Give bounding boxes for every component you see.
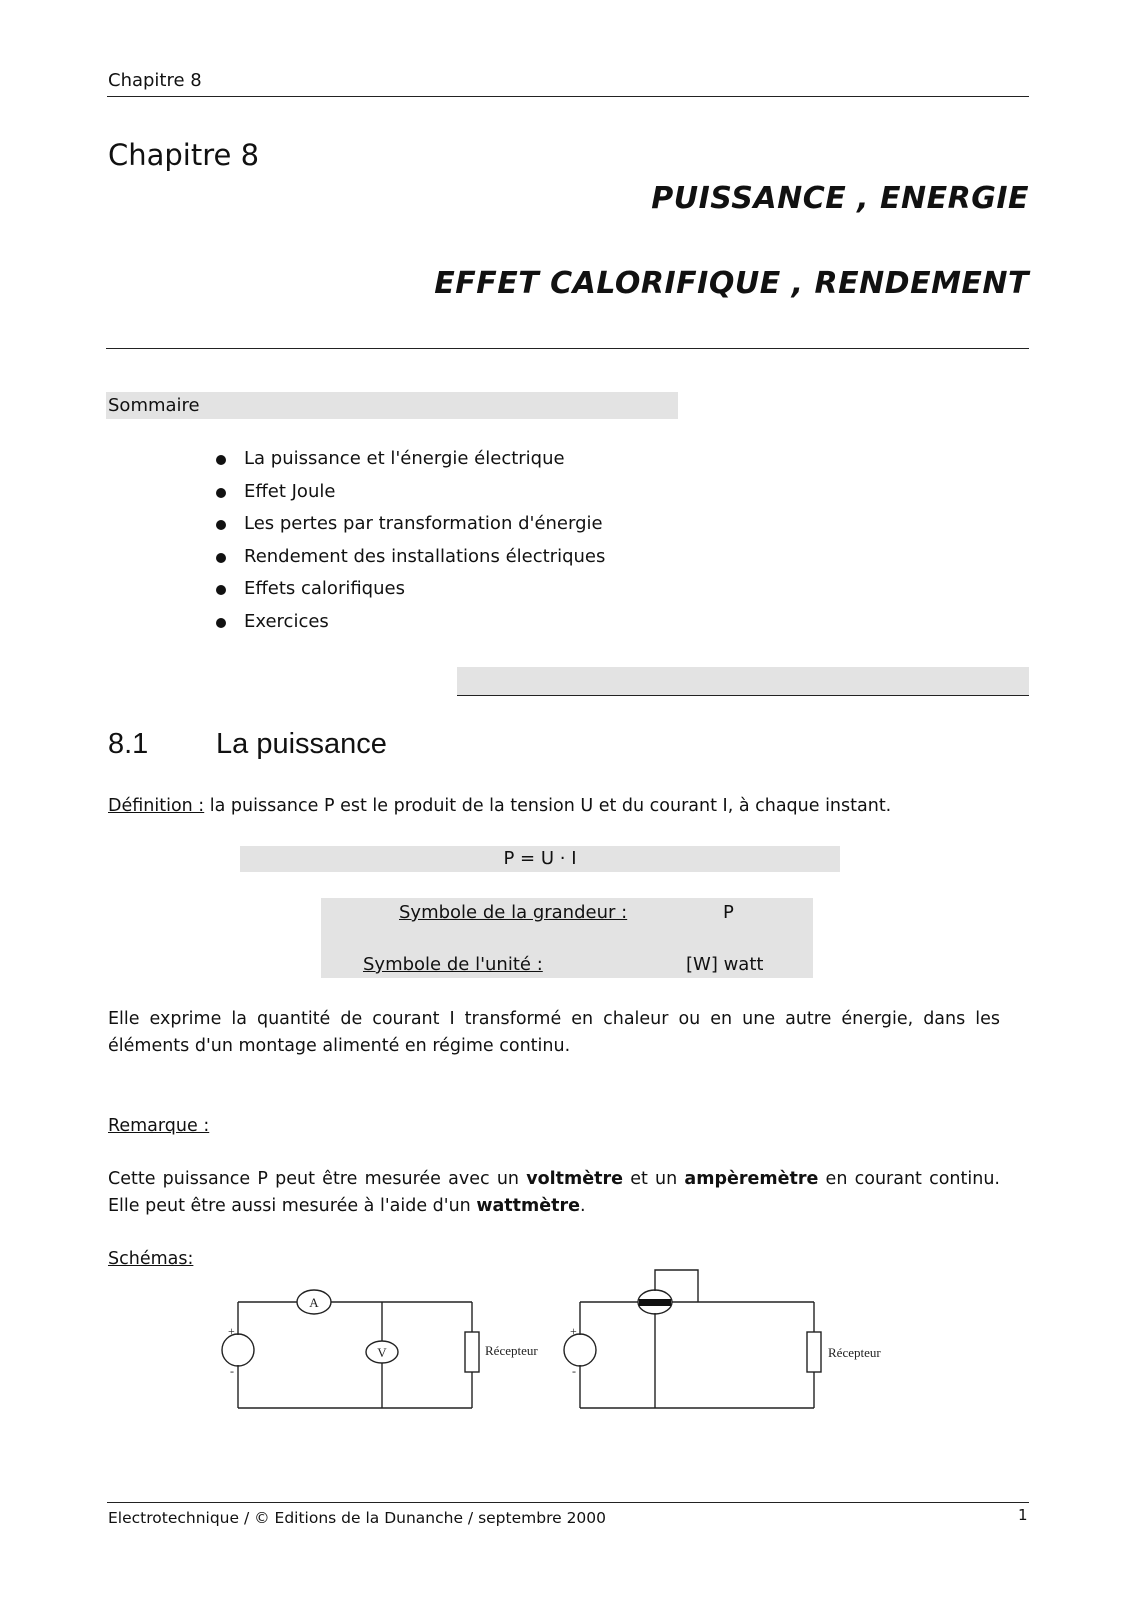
list-item: Les pertes par transformation d'énergie <box>210 511 605 544</box>
source-icon <box>564 1334 596 1366</box>
summary-list <box>210 446 605 641</box>
definition-label: Définition : <box>108 796 205 816</box>
plus-sign: + <box>570 1324 577 1338</box>
list-item: Rendement des installations électriques <box>210 544 605 577</box>
left-circuit <box>222 1290 479 1408</box>
wattmeter-bar-icon <box>639 1299 671 1306</box>
footer-text: Electrotechnique / © Editions de la Dunanche / septembre 2000 <box>108 1509 607 1527</box>
quantity-label: Symbole de la grandeur : <box>399 902 628 923</box>
bullet-icon <box>216 520 226 530</box>
list-item: Exercices <box>210 609 605 642</box>
bullet-icon <box>216 618 226 628</box>
definition-text: la puissance P est le produit de la tension U et du courant I, à chaque instant. <box>204 796 892 816</box>
chapter-heading: Chapitre 8 <box>108 138 260 172</box>
bullet-icon <box>216 455 226 465</box>
receiver-label-left: Récepteur <box>485 1343 538 1358</box>
summary-end-rule <box>457 695 1029 696</box>
circuit-diagrams <box>0 1260 1131 1420</box>
minus-sign: - <box>230 1364 234 1378</box>
definition <box>108 793 1000 820</box>
formula: P = U · I <box>240 846 840 872</box>
plus-sign: + <box>228 1324 235 1338</box>
bullet-icon <box>216 585 226 595</box>
paragraph-1: Elle exprime la quantité de courant I transformé en chaleur ou en une autre énergie, dans les éléments d'un montage alimenté en régime continu. <box>108 1009 1000 1056</box>
ammeter-label: A <box>309 1295 319 1310</box>
footer-rule <box>107 1502 1029 1503</box>
section-title: La puissance <box>216 728 387 760</box>
right-circuit <box>564 1270 821 1408</box>
summary-end-band <box>457 667 1029 695</box>
schemas-label: Schémas: <box>108 1249 194 1269</box>
section-number: 8.1 <box>108 728 149 760</box>
remark-label: Remarque : <box>108 1116 210 1136</box>
voltmeter-label: V <box>377 1345 387 1360</box>
source-icon <box>222 1334 254 1366</box>
title-rule <box>106 348 1029 349</box>
summary-label: Sommaire <box>108 395 200 416</box>
bullet-icon <box>216 488 226 498</box>
page-number: 1 <box>1018 1506 1028 1524</box>
chapter-title-line1: PUISSANCE , ENERGIE <box>651 181 1029 216</box>
header-rule <box>107 96 1029 97</box>
quantity-symbol: P <box>723 902 734 923</box>
minus-sign: - <box>572 1364 576 1378</box>
list-item: La puissance et l'énergie électrique <box>210 446 605 479</box>
list-item: Effets calorifiques <box>210 576 605 609</box>
chapter-title-line2: EFFET CALORIFIQUE , RENDEMENT <box>434 266 1029 301</box>
unit-table <box>321 898 813 978</box>
resistor-icon <box>465 1332 479 1372</box>
running-header: Chapitre 8 <box>108 70 202 91</box>
bullet-icon <box>216 553 226 563</box>
unit-label: Symbole de l'unité : <box>363 954 543 975</box>
list-item: Effet Joule <box>210 479 605 512</box>
receiver-label-right: Récepteur <box>828 1345 881 1360</box>
resistor-icon <box>807 1332 821 1372</box>
unit-symbol: [W] watt <box>686 954 764 975</box>
remark-text: Cette puissance P peut être mesurée avec un voltmètre et un ampèremètre en courant continu. Elle peut être aussi mesurée à l'aide d'un wattmètre. <box>108 1169 1000 1216</box>
